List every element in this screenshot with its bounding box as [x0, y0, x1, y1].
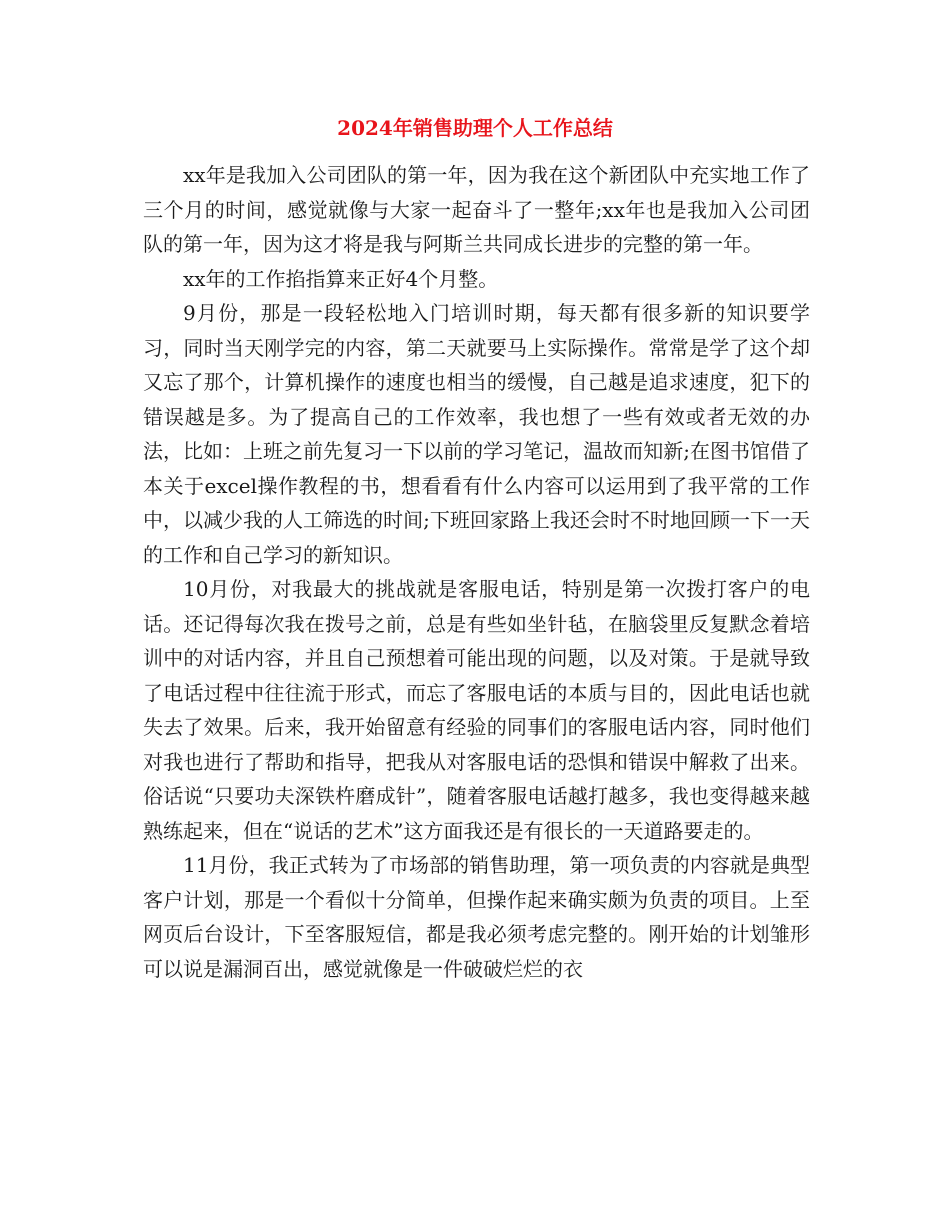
paragraph: xx年是我加入公司团队的第一年，因为我在这个新团队中充实地工作了三个月的时间，感觉就像与大家一起奋斗了一整年;xx年也是我加入公司团队的第一年，因为这才将是我与阿斯兰共同成长进步的完整的第一年。: [143, 163, 810, 256]
document-body: [143, 158, 810, 986]
document-title: 2024年销售助理个人工作总结: [337, 116, 613, 140]
paragraph: 10月份，对我最大的挑战就是客服电话，特别是第一次拨打客户的电话。还记得每次我在拨号之前，总是有些如坐针毡，在脑袋里反复默念着培训中的对话内容，并且自己预想着可能出现的问题，以及对策。于是就导致了电话过程中往往流于形式，而忘了客服电话的本质与目的，因此电话也就失去了效果。后来，我开始留意有经验的同事们的客服电话内容，同时他们对我也进行了帮助和指导，把我从对客服电话的恐惧和错误中解救了出来。俗话说“只要功夫深铁杵磨成针”，随着客服电话越打越多，我也变得越来越熟练起来，但在“说话的艺术”这方面我还是有很长的一天道路要走的。: [143, 577, 810, 843]
paragraph: 11月份，我正式转为了市场部的销售助理，第一项负责的内容就是典型客户计划，那是一个看似十分简单，但操作起来确实颇为负责的项目。上至网页后台设计，下至客服短信，都是我必须考虑完整的。刚开始的计划雏形可以说是漏洞百出，感觉就像是一件破破烂烂的衣: [143, 853, 810, 981]
paragraph: 9月份，那是一段轻松地入门培训时期，每天都有很多新的知识要学习，同时当天刚学完的内容，第二天就要马上实际操作。常常是学了这个却又忘了那个，计算机操作的速度也相当的缓慢，自己越是追求速度，犯下的错误越是多。为了提高自己的工作效率，我也想了一些有效或者无效的办法，比如：上班之前先复习一下以前的学习笔记，温故而知新;在图书馆借了本关于excel操作教程的书，想看看有什么内容可以运用到了我平常的工作中，以减少我的人工筛选的时间;下班回家路上我还会时不时地回顾一下一天的工作和自己学习的新知识。: [143, 301, 810, 567]
paragraph: xx年的工作掐指算来正好4个月整。: [183, 266, 499, 291]
